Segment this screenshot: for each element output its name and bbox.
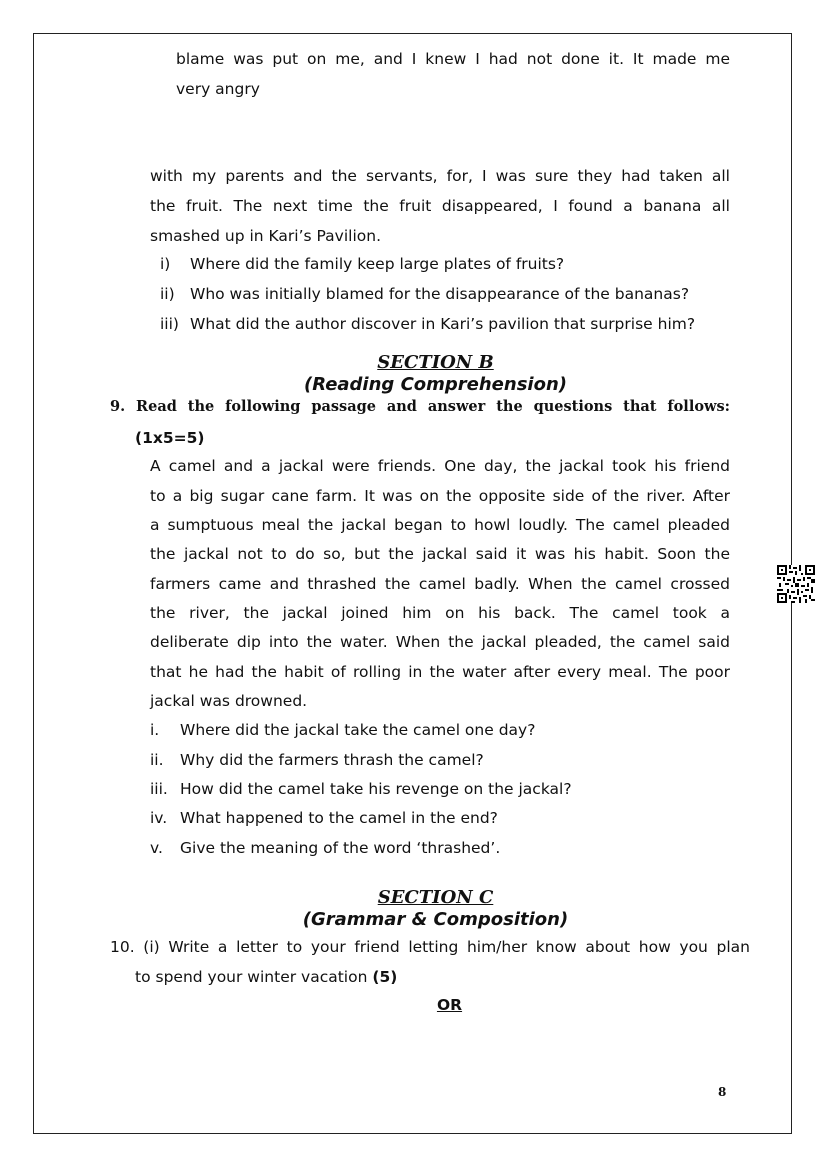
- q9-passage-line: to a big sugar cane farm. It was on the opposite side of the river. After: [150, 487, 730, 505]
- qr-code-icon: [777, 565, 815, 603]
- question-text: Where did the family keep large plates of fruits?: [190, 255, 565, 273]
- section-b-title: SECTION B: [377, 352, 494, 373]
- question-text: Where did the jackal take the camel one day?: [180, 721, 536, 739]
- section-b-subtitle: (Reading Comprehension): [304, 374, 567, 395]
- question-text: Who was initially blamed for the disappearance of the bananas?: [190, 285, 690, 303]
- question-number: iii): [160, 315, 179, 333]
- q9-instruction: 9. Read the following passage and answer the questions that follows:: [110, 398, 730, 415]
- q10-line: [135, 967, 397, 987]
- question-text: How did the camel take his revenge on the jackal?: [180, 780, 572, 798]
- q9-marks: (1x5=5): [135, 429, 205, 447]
- question-number: v.: [150, 839, 163, 857]
- page-number: 8: [718, 1085, 727, 1099]
- q9-passage-line: deliberate dip into the water. When the jackal pleaded, the camel said: [150, 633, 730, 651]
- q9-passage-line: the river, the jackal joined him on his back. The camel took a: [150, 604, 730, 622]
- passage-a-line: with my parents and the servants, for, I was sure they had taken all: [150, 167, 730, 185]
- question-number: ii): [160, 285, 175, 303]
- question-number: ii.: [150, 751, 164, 769]
- section-c-title: SECTION C: [377, 887, 494, 908]
- question-number: i.: [150, 721, 160, 739]
- or-separator: OR: [436, 996, 463, 1014]
- question-text: Give the meaning of the word ‘thrashed’.: [180, 839, 501, 857]
- question-number: i): [160, 255, 171, 273]
- question-text: What did the author discover in Kari’s pavilion that surprise him?: [190, 315, 696, 333]
- passage-a-line: very angry: [176, 80, 260, 98]
- question-text: What happened to the camel in the end?: [180, 809, 498, 827]
- q9-passage-line: a sumptuous meal the jackal began to howl loudly. The camel pleaded: [150, 516, 730, 534]
- question-number: iii.: [150, 780, 168, 798]
- q10-line: 10. (i) Write a letter to your friend letting him/her know about how you plan: [110, 938, 750, 956]
- q9-passage-line: that he had the habit of rolling in the water after every meal. The poor: [150, 663, 730, 681]
- section-c-subtitle: (Grammar & Composition): [302, 909, 569, 930]
- q9-passage-line: jackal was drowned.: [150, 692, 308, 710]
- passage-a-line: the fruit. The next time the fruit disappeared, I found a banana all: [150, 197, 730, 215]
- question-number: iv.: [150, 809, 168, 827]
- q10-line-text: to spend your winter vacation: [135, 968, 368, 986]
- passage-a-line: blame was put on me, and I knew I had not done it. It made me: [176, 50, 730, 68]
- q9-passage-line: farmers came and thrashed the camel badly. When the camel crossed: [150, 575, 730, 593]
- q10-marks: (5): [372, 968, 398, 986]
- q9-passage-line: A camel and a jackal were friends. One day, the jackal took his friend: [150, 457, 730, 475]
- passage-a-line: smashed up in Kari’s Pavilion.: [150, 227, 381, 245]
- q9-passage-line: the jackal not to do so, but the jackal said it was his habit. Soon the: [150, 545, 730, 563]
- question-text: Why did the farmers thrash the camel?: [180, 751, 484, 769]
